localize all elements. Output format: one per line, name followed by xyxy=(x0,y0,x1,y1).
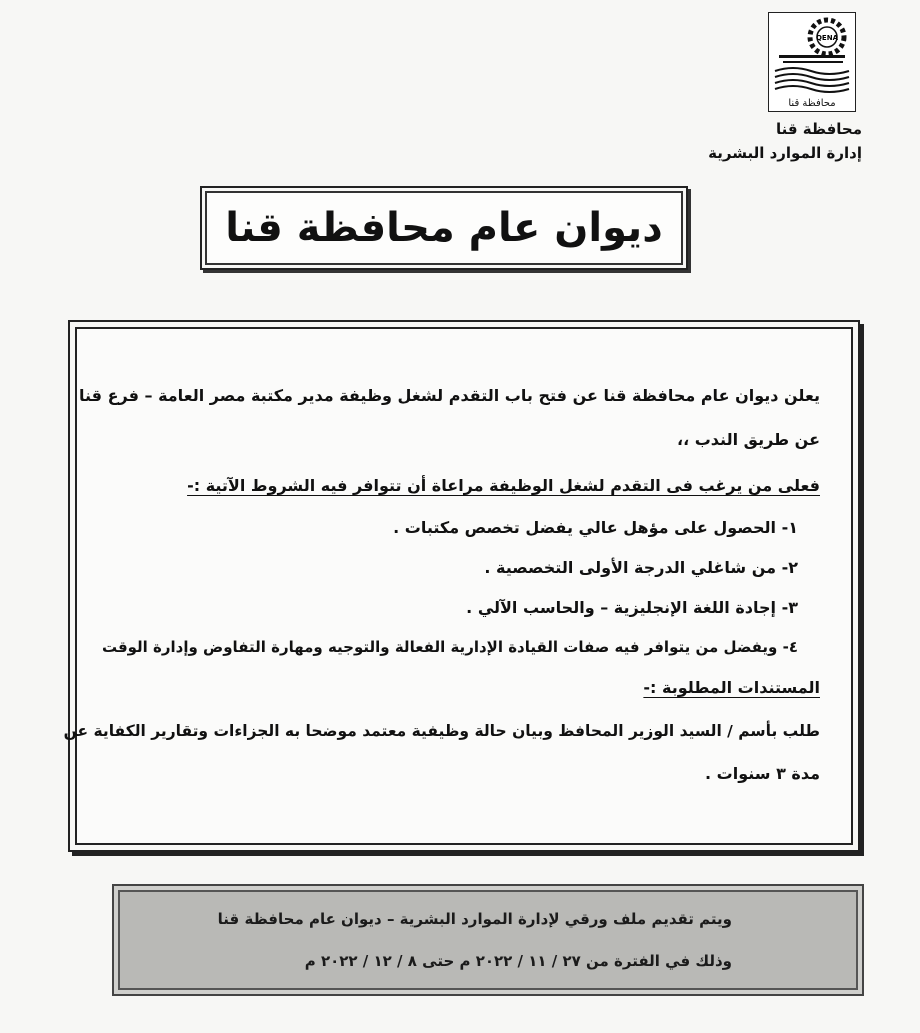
condition-item: ٣- إجادة اللغة الإنجليزية – والحاسب الآلي . xyxy=(466,598,798,617)
governorate-logo xyxy=(768,12,856,112)
announcement-box xyxy=(63,320,860,852)
logo-seal-text: QENA xyxy=(815,34,839,42)
intro-line-2: عن طريق الندب ،، xyxy=(677,430,820,449)
documents-line-1: طلب بأسم / السيد الوزير المحافظ وبيان حالة وظيفية معتمد موضحا به الجزاءات وتقارير الكفاية عن xyxy=(63,722,820,740)
intro-line-1: يعلن ديوان عام محافظة قنا عن فتح باب التقدم لشغل وظيفة مدير مكتبة مصر العامة – فرع قنا xyxy=(78,386,820,405)
condition-item: ٤- ويفضل من يتوافر فيه صفات القيادة الإدارية الفعالة والتوجيه ومهارة التفاوض وإدارة الوقت xyxy=(101,638,798,656)
submission-line-1: ويتم تقديم ملف ورقي لإدارة الموارد البشرية – ديوان عام محافظة قنا xyxy=(217,910,732,928)
submission-notice-box xyxy=(112,884,864,996)
submission-period-line: وذلك في الفترة من ٢٧ / ١١ / ٢٠٢٢ م حتى ٨ / ١٢ / ٢٠٢٢ م xyxy=(304,952,732,970)
page-title: ديوان عام محافظة قنا xyxy=(225,205,663,251)
documents-line-2: مدة ٣ سنوات . xyxy=(704,764,820,783)
condition-item: ٢- من شاغلي الدرجة الأولى التخصصية . xyxy=(484,558,798,577)
logo-caption: محافظة قنا xyxy=(788,98,836,109)
documents-heading: المستندات المطلوبة :- xyxy=(643,678,820,697)
department-name: إدارة الموارد البشرية xyxy=(708,144,862,162)
conditions-heading: فعلى من يرغب فى التقدم لشغل الوظيفة مراعاة أن تتوافر فيه الشروط الآتية :- xyxy=(187,476,820,495)
title-box xyxy=(200,186,688,270)
condition-item: ١- الحصول على مؤهل عالي يفضل تخصص مكتبات . xyxy=(393,518,798,537)
logo-emblem-icon xyxy=(769,13,854,99)
governorate-name: محافظة قنا xyxy=(775,120,862,138)
